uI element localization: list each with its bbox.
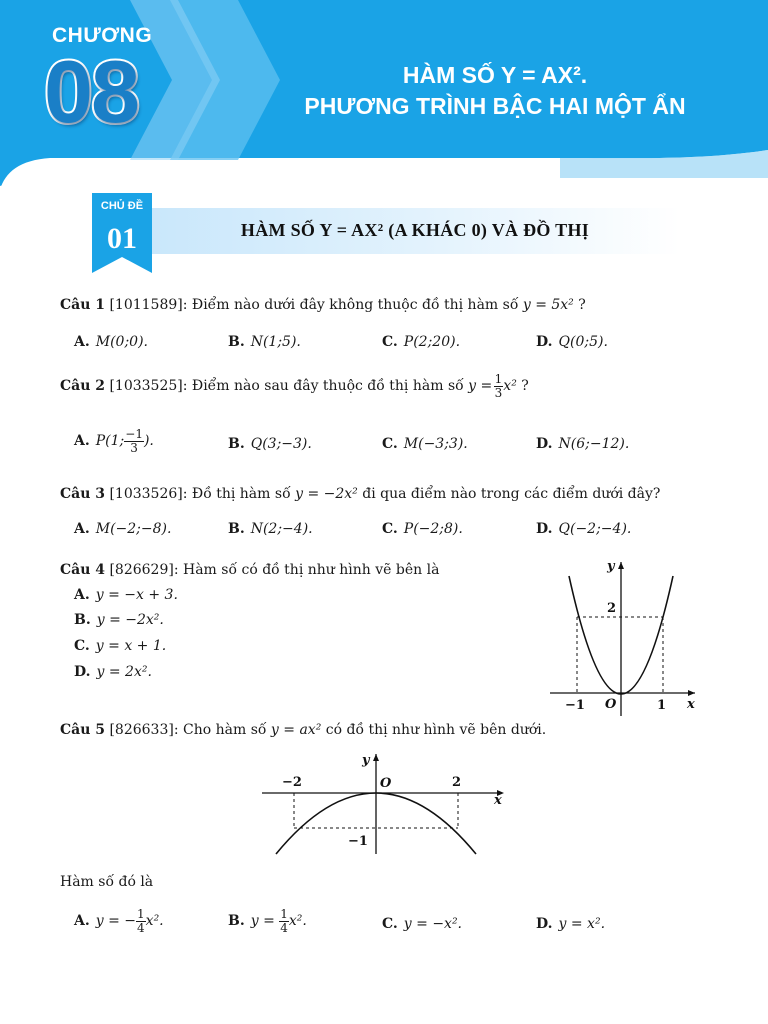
option-a[interactable]: A. M(−2;−8).	[74, 521, 172, 537]
option-b[interactable]: B. Q(3;−3).	[228, 436, 312, 452]
option-c[interactable]: C. y = x + 1.	[74, 638, 167, 654]
question-label: Câu 2	[60, 378, 106, 395]
tick-x-pos: 2	[452, 775, 462, 790]
y-axis-arrow	[618, 562, 624, 569]
option-d[interactable]: D. Q(−2;−4).	[536, 521, 632, 537]
option-b[interactable]: B. N(1;5).	[228, 334, 301, 350]
question-5-prompt: Hàm số đó là	[60, 874, 154, 890]
option-d[interactable]: D. y = 2x².	[74, 664, 152, 680]
x-axis-label: x	[687, 697, 695, 712]
tick-x-neg: −2	[282, 775, 302, 790]
question-1	[60, 297, 586, 313]
y-axis-arrow	[373, 754, 379, 761]
fraction: $\frac{1}{3}$	[494, 372, 503, 400]
option-c[interactable]: C. M(−3;3).	[382, 436, 468, 452]
question-label: Câu 3	[60, 486, 106, 502]
option-b[interactable]: B. N(2;−4).	[228, 521, 313, 537]
x-axis-arrow	[688, 690, 695, 696]
question-5: Câu 5 [826633]: Cho hàm số y = ax² có đồ thị như hình vẽ bên dưới.	[60, 722, 547, 738]
question-math: y = 5x²	[522, 297, 574, 313]
option-a[interactable]: A. P(1; $\frac{-1}{3}$ ).	[74, 427, 154, 455]
chapter-title-line1: HÀM SỐ Y = AX².	[402, 62, 588, 88]
question-text: [1011589]: Điểm nào dưới đây không thuộc đồ thị hàm số	[105, 297, 523, 313]
option-a[interactable]: A. y = −x + 3.	[74, 587, 178, 603]
option-d[interactable]: D. N(6;−12).	[536, 436, 630, 452]
option-b[interactable]: B. y = $\frac{1}{4}$ x².	[228, 907, 307, 935]
topic-label: CHỦ ĐỀ	[100, 200, 144, 212]
option-c[interactable]: C. y = −x².	[382, 916, 463, 932]
option-a[interactable]: A. y = − $\frac{1}{4}$ x².	[74, 907, 164, 935]
y-axis-label: y	[362, 753, 370, 768]
topic-number: 01	[107, 222, 137, 255]
topic-title: HÀM SỐ Y = AX² (A KHÁC 0) VÀ ĐỒ THỊ	[240, 220, 590, 240]
y-axis-label: y	[607, 559, 615, 574]
option-c[interactable]: C. P(2;20).	[382, 334, 461, 350]
question-2: Câu 2 [1033525]: Điểm nào sau đây thuộc đồ thị hàm số y = $\frac{1}{3}$ x² ?	[60, 372, 529, 400]
tick-y: −1	[348, 834, 368, 849]
option-a[interactable]: A. M(0;0).	[74, 334, 148, 350]
tick-x-pos: 1	[657, 698, 667, 713]
graph-question-5	[258, 748, 508, 858]
option-d[interactable]: D. Q(0;5).	[536, 334, 608, 350]
x-axis-label: x	[494, 793, 502, 808]
chapter-label: CHƯƠNG	[52, 24, 153, 47]
chapter-title-line2: PHƯƠNG TRÌNH BẬC HAI MỘT ẨN	[304, 93, 686, 119]
option-c[interactable]: C. P(−2;8).	[382, 521, 463, 537]
graph-question-4	[545, 556, 705, 718]
option-d[interactable]: D. y = x².	[536, 916, 606, 932]
tick-y: 2	[607, 601, 617, 616]
question-4: Câu 4 [826629]: Hàm số có đồ thị như hình vẽ bên là	[60, 562, 440, 578]
origin-label: O	[605, 697, 617, 712]
question-3: Câu 3 [1033526]: Đồ thị hàm số y = −2x² đi qua điểm nào trong các điểm dưới đây?	[60, 486, 661, 502]
question-tail: ?	[573, 297, 586, 313]
chapter-banner	[0, 0, 768, 200]
tick-x-neg: −1	[565, 698, 585, 713]
question-label: Câu 1	[60, 297, 106, 313]
option-b[interactable]: B. y = −2x².	[74, 612, 164, 628]
origin-label: O	[380, 776, 392, 791]
chapter-number: 08	[44, 42, 138, 141]
question-text: [1033525]: Điểm nào sau đây thuộc đồ thị hàm số	[105, 378, 469, 395]
